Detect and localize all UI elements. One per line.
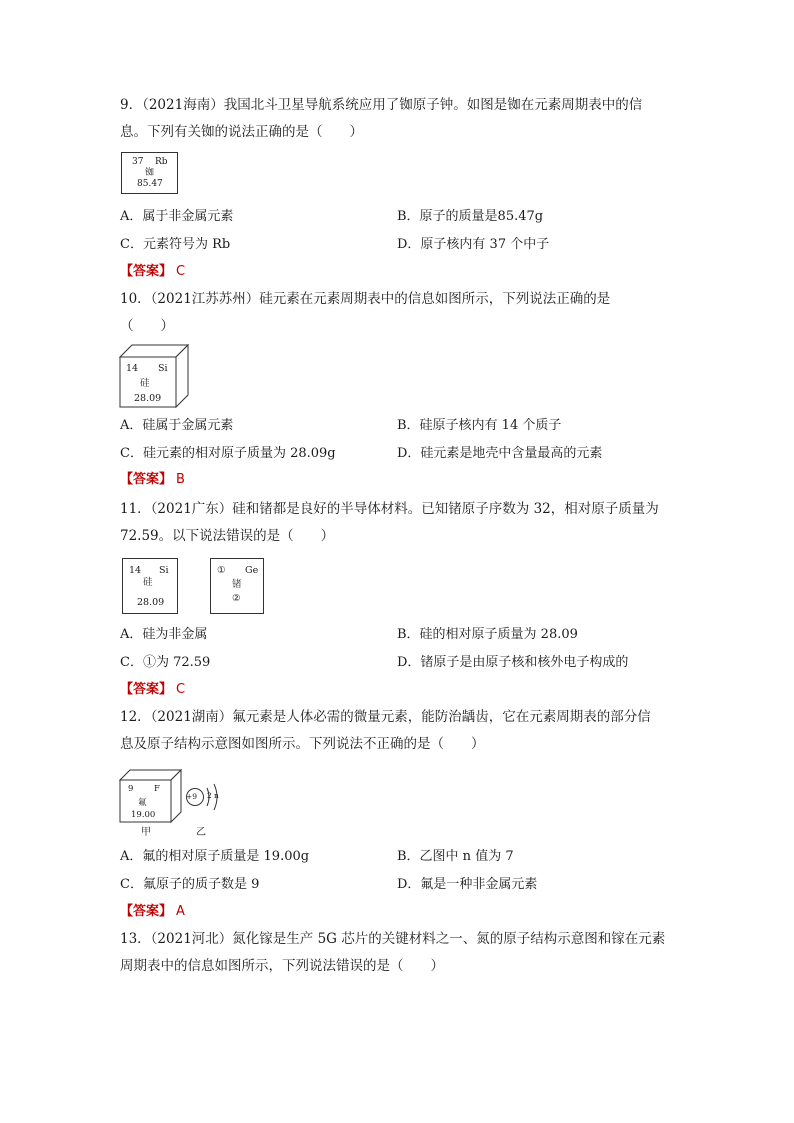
element-name: 硅: [143, 577, 153, 588]
q11-option-c: C．①为 72.59: [120, 655, 211, 670]
question-11-text: [120, 496, 680, 550]
element-name: 氟: [138, 798, 147, 808]
element-symbol: Rb: [155, 157, 168, 167]
q10-option-a: A．硅属于金属元素: [120, 418, 234, 433]
element-symbol: F: [154, 784, 160, 794]
nucleus-charge: +9: [186, 792, 198, 801]
question-13-line1: 13．（2021河北）氮化镓是生产 5G 芯片的关键材料之一、氮的原子结构示意图和镓在元素: [120, 931, 666, 947]
germanium-element-cell: [210, 558, 264, 614]
question-10-line1: 10．（2021江苏苏州）硅元素在元素周期表中的信息如图所示，下列说法正确的是: [120, 291, 611, 307]
question-11-line2: 72.59。以下说法错误的是（ ）: [120, 528, 335, 544]
rubidium-element-cell: [121, 152, 178, 194]
q10-option-d: D．硅元素是地壳中含量最高的元素: [397, 446, 603, 461]
atomic-number: 14: [126, 363, 139, 374]
caption-yi: 乙: [196, 827, 206, 838]
answer-value: B: [176, 472, 185, 487]
question-12-text: [120, 704, 680, 758]
q9-option-d: D．原子核内有 37 个中子: [397, 237, 550, 252]
element-symbol: Si: [159, 565, 169, 576]
answer-label: 【答案】: [120, 682, 173, 697]
question-9-line1: 9．（2021海南）我国北斗卫星导航系统应用了铷原子钟。如图是铷在元素周期表中的信: [120, 97, 643, 113]
q9-option-a: A．属于非金属元素: [120, 209, 234, 224]
atomic-mass: 28.09: [137, 597, 165, 608]
silicon-element-cell: [122, 558, 178, 614]
q12-option-b: B．乙图中 n 值为 7: [397, 849, 514, 864]
fluorine-element-cell: [120, 780, 171, 822]
q9-option-c: C．元素符号为 Rb: [120, 237, 231, 252]
q10-option-b: B．硅原子核内有 14 个质子: [397, 418, 562, 433]
answer-label: 【答案】: [120, 472, 173, 487]
question-10-text: [120, 286, 680, 340]
answer-label: 【答案】: [120, 264, 173, 279]
element-name: 硅: [140, 378, 150, 389]
q12-answer: [120, 903, 185, 921]
q12-option-d: D．氟是一种非金属元素: [397, 877, 538, 892]
element-symbol: Ge: [245, 565, 259, 576]
atomic-number-blank: ①: [217, 565, 226, 576]
answer-label: 【答案】: [120, 904, 173, 919]
atomic-mass: 19.00: [131, 810, 156, 820]
atomic-number: 37: [132, 157, 144, 167]
q9-answer: [120, 263, 185, 281]
element-name: 铷: [145, 168, 155, 178]
question-12-line1: 12．（2021湖南）氟元素是人体必需的微量元素，能防治龋齿，它在元素周期表的部分信: [120, 709, 651, 725]
q11-option-d: D．锗原子是由原子核和核外电子构成的: [397, 655, 629, 670]
question-9-line2: 息。下列有关铷的说法正确的是（ ）: [120, 124, 363, 140]
silicon-element-cell: [120, 357, 176, 407]
question-10-line2: （ ）: [120, 318, 174, 334]
element-name: 锗: [232, 579, 242, 590]
q11-option-b: B．硅的相对原子质量为 28.09: [397, 627, 578, 642]
q10-option-c: C．硅元素的相对原子质量为 28.09g: [120, 446, 336, 461]
atomic-mass-blank: ②: [232, 593, 241, 604]
atomic-number: 9: [128, 784, 134, 794]
answer-value: A: [176, 904, 185, 919]
q12-option-c: C．氟原子的质子数是 9: [120, 877, 260, 892]
caption-jia: 甲: [141, 827, 151, 838]
q11-option-a: A．硅为非金属: [120, 627, 208, 642]
shell2-electrons: n: [214, 791, 219, 800]
atomic-mass: 28.09: [134, 393, 162, 404]
question-12-line2: 息及原子结构示意图如图所示。下列说法不正确的是（ ）: [120, 736, 485, 752]
shell1-electrons: 2: [207, 791, 212, 800]
question-11-line1: 11．（2021广东）硅和锗都是良好的半导体材料。已知锗原子序数为 32，相对原子质量为: [120, 501, 659, 517]
answer-value: C: [176, 682, 186, 697]
answer-value: C: [176, 264, 186, 279]
q11-answer: [120, 681, 185, 699]
atomic-mass: 85.47: [137, 179, 163, 189]
element-symbol: Si: [158, 363, 168, 374]
question-9-text: [120, 92, 680, 146]
q10-answer: [120, 471, 185, 489]
atomic-number: 14: [129, 565, 142, 576]
question-13-line2: 周期表中的信息如图所示，下列说法错误的是（ ）: [120, 958, 444, 974]
q9-option-b: B．原子的质量是85.47g: [397, 209, 544, 224]
q12-option-a: A．氟的相对原子质量是 19.00g: [120, 849, 310, 864]
question-13-text: [120, 926, 680, 980]
